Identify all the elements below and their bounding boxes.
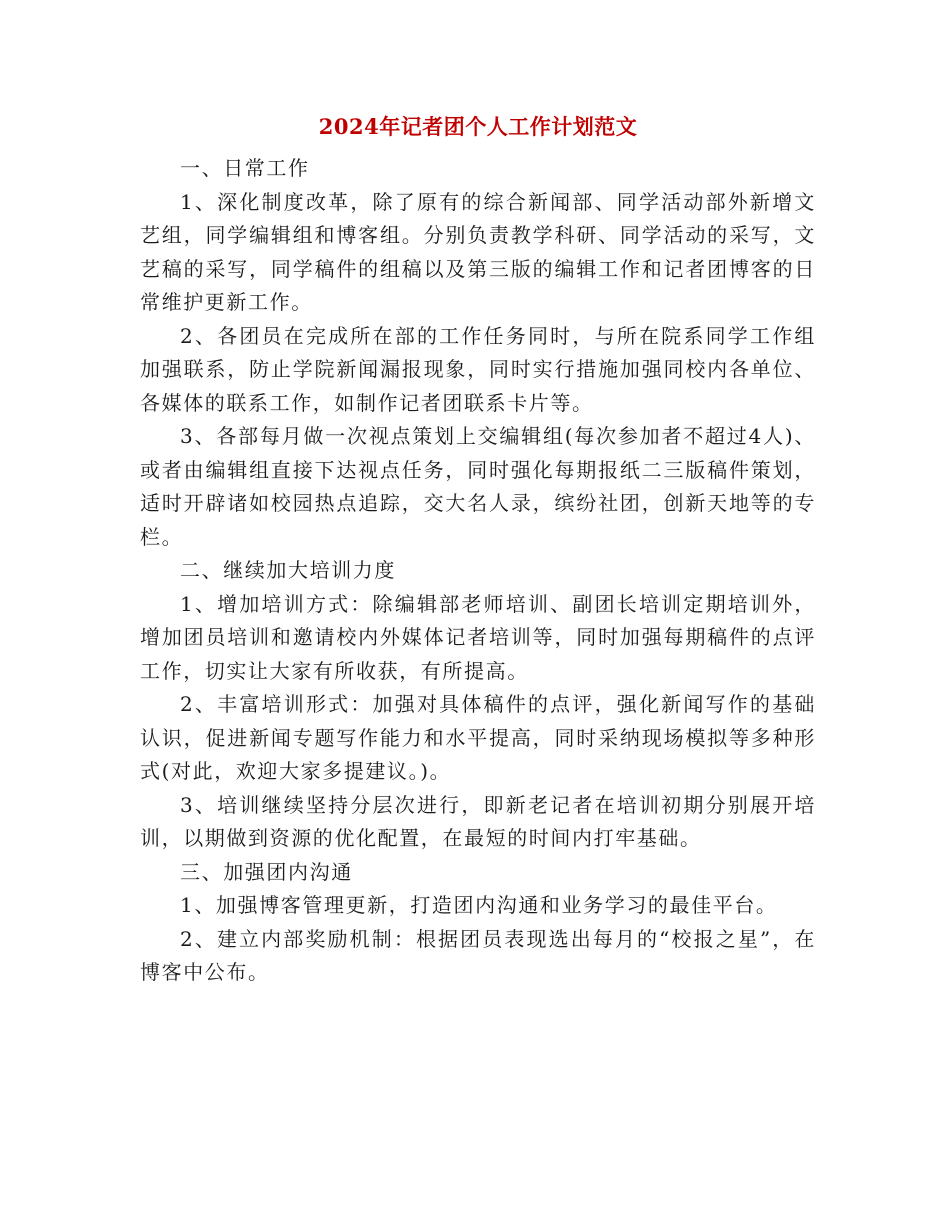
- paragraph: 2、各团员在完成所在部的工作任务同时，与所在院系同学工作组加强联系，防止学院新闻漏报现象，同时实行措施加强同校内各单位、各媒体的联系工作，如制作记者团联系卡片等。: [140, 323, 816, 415]
- section-heading-training: 二、继续加大培训力度: [180, 558, 396, 582]
- paragraph: 3、培训继续坚持分层次进行，即新老记者在培训初期分别展开培训，以期做到资源的优化配置，在最短的时间内打牢基础。: [140, 792, 816, 850]
- section-heading-daily-work: 一、日常工作: [180, 156, 310, 180]
- paragraph: 2、建立内部奖励机制：根据团员表现选出每月的“校报之星”，在博客中公布。: [140, 926, 816, 984]
- document-page: [140, 110, 816, 990]
- document-title: 2024年记者团个人工作计划范文: [318, 114, 638, 139]
- paragraph: 1、深化制度改革，除了原有的综合新闻部、同学活动部外新增文艺组，同学编辑组和博客组。分别负责教学科研、同学活动的采写，文艺稿的采写，同学稿件的组稿以及第三版的编辑工作和记者团博客的日常维护更新工作。: [140, 189, 816, 314]
- paragraph: 3、各部每月做一次视点策划上交编辑组(每次参加者不超过4人)、或者由编辑组直接下达视点任务，同时强化每期报纸二三版稿件策划，适时开辟诸如校园热点追踪，交大名人录，缤纷社团，创新天地等的专栏。: [140, 424, 816, 549]
- paragraph: 2、丰富培训形式：加强对具体稿件的点评，强化新闻写作的基础认识，促进新闻专题写作能力和水平提高，同时采纳现场模拟等多种形式(对此，欢迎大家多提建议。)。: [140, 692, 816, 783]
- section-heading-communication: 三、加强团内沟通: [180, 859, 353, 884]
- paragraph: 1、加强博客管理更新，打造团内沟通和业务学习的最佳平台。: [180, 893, 778, 917]
- paragraph: 1、增加培训方式：除编辑部老师培训、副团长培训定期培训外，增加团员培训和邀请校内外媒体记者培训等，同时加强每期稿件的点评工作，切实让大家有所收获，有所提高。: [140, 591, 816, 683]
